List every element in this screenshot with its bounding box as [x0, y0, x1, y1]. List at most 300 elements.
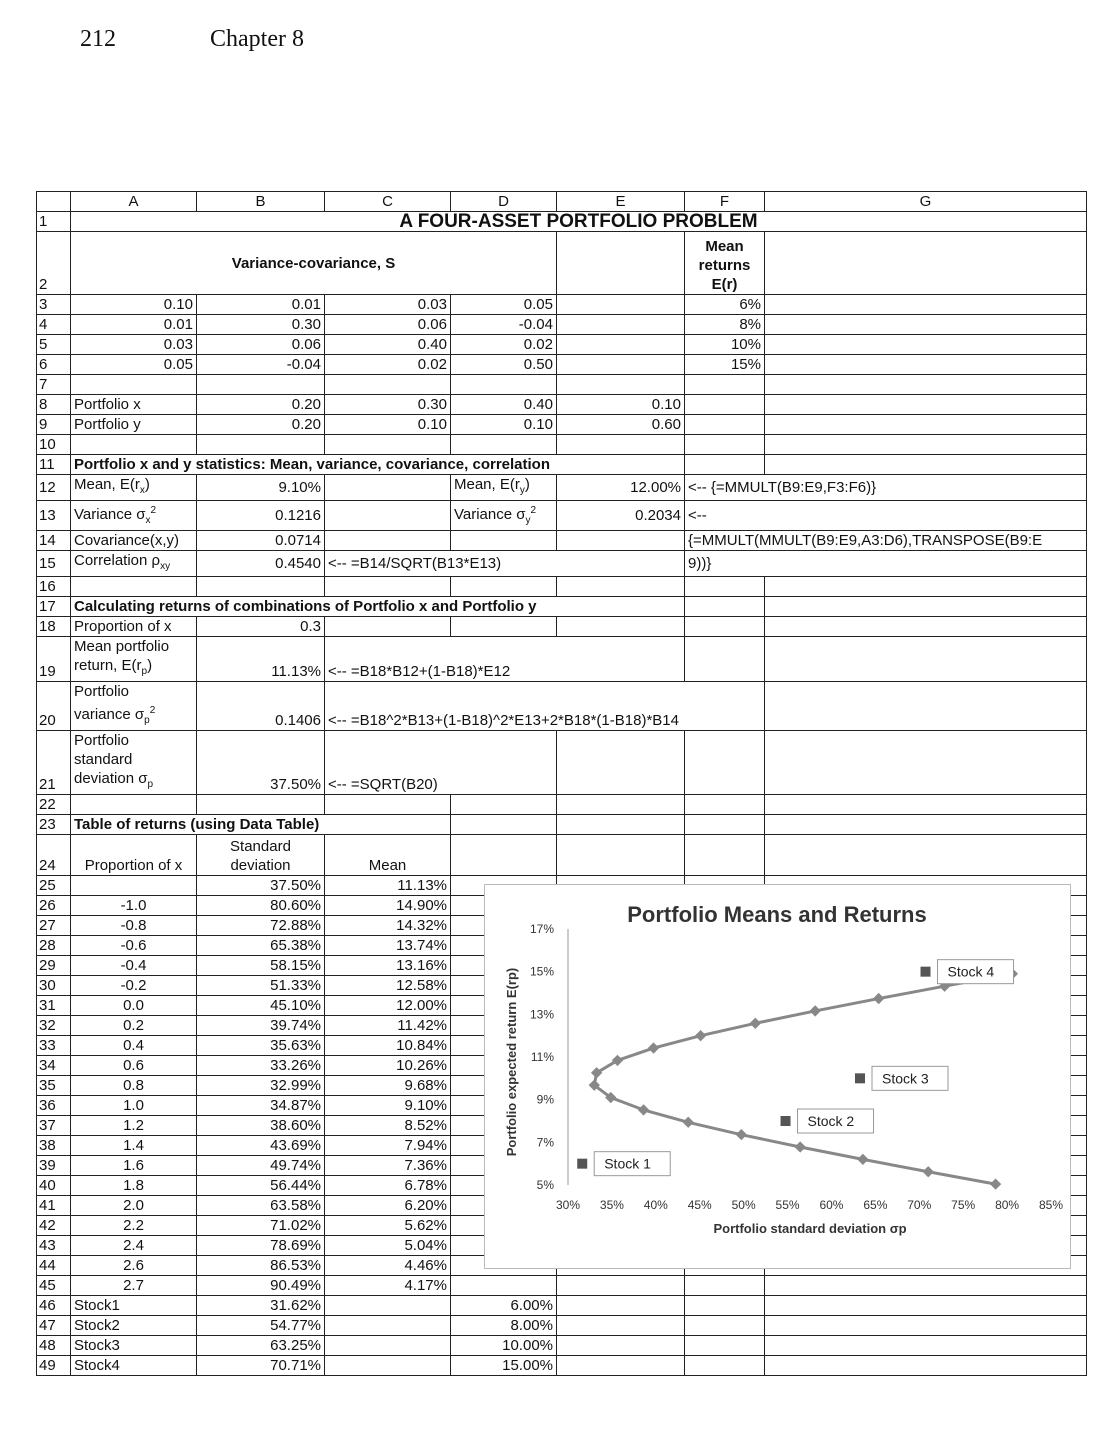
cell[interactable]: 32.99%: [197, 1076, 325, 1096]
frontier-chart[interactable]: [484, 884, 1071, 1269]
cell[interactable]: 7.36%: [325, 1156, 451, 1176]
vc-label[interactable]: Variance-covariance, S: [71, 232, 557, 295]
frontier-point: [795, 1141, 806, 1152]
frontier-point: [695, 1030, 706, 1041]
row-number: 41: [37, 1196, 71, 1216]
cell[interactable]: 0.06: [325, 315, 451, 335]
cell[interactable]: 0.8: [71, 1076, 197, 1096]
cell[interactable]: 11.13%: [325, 876, 451, 896]
row-number: 5: [37, 335, 71, 355]
cell[interactable]: -1.0: [71, 896, 197, 916]
cell[interactable]: 10%: [685, 335, 765, 355]
cell[interactable]: [325, 577, 451, 597]
cell[interactable]: [765, 1336, 1087, 1356]
cell[interactable]: [325, 435, 451, 455]
row-number: 43: [37, 1236, 71, 1256]
cell[interactable]: [451, 815, 557, 835]
var-y-label[interactable]: Variance $\sigma_y^2$: [451, 501, 557, 531]
cell[interactable]: [451, 795, 557, 815]
cell[interactable]: 4.46%: [325, 1256, 451, 1276]
cell[interactable]: 6.20%: [325, 1196, 451, 1216]
cell[interactable]: [325, 375, 451, 395]
cell[interactable]: 86.53%: [197, 1256, 325, 1276]
cell[interactable]: 39.74%: [197, 1016, 325, 1036]
col-header-d[interactable]: D: [451, 192, 557, 212]
cell[interactable]: [765, 835, 1087, 876]
cell[interactable]: [557, 617, 685, 637]
cell[interactable]: 1.2: [71, 1116, 197, 1136]
cell[interactable]: 6%: [685, 295, 765, 315]
cell[interactable]: 9.10%: [197, 475, 325, 501]
cell[interactable]: [685, 1276, 765, 1296]
cell[interactable]: [451, 375, 557, 395]
cell[interactable]: [557, 375, 685, 395]
text: Standard: [230, 838, 291, 855]
port-sd-label[interactable]: Portfolio standard deviation $\sigma_p$: [71, 731, 197, 795]
cell[interactable]: [685, 637, 765, 682]
col-header-a[interactable]: A: [71, 192, 197, 212]
cell[interactable]: -0.2: [71, 976, 197, 996]
cell[interactable]: [451, 1276, 557, 1296]
corr-label[interactable]: Correlation $\rho_{xy}$: [71, 551, 197, 577]
stock-label: Stock 3: [881, 1070, 929, 1087]
cell[interactable]: 8.00%: [451, 1316, 557, 1336]
cell[interactable]: 54.77%: [197, 1316, 325, 1336]
cell[interactable]: 0.20: [197, 415, 325, 435]
stock-row: [37, 1316, 1087, 1336]
cell[interactable]: [557, 731, 685, 795]
cell[interactable]: 14.32%: [325, 916, 451, 936]
cell[interactable]: -0.8: [71, 916, 197, 936]
cov-label[interactable]: Covariance(x,y): [71, 531, 197, 551]
cell[interactable]: 65.38%: [197, 936, 325, 956]
row-number: 31: [37, 996, 71, 1016]
col-header-g[interactable]: G: [765, 192, 1087, 212]
cell[interactable]: [325, 531, 451, 551]
cell[interactable]: 37.50%: [197, 876, 325, 896]
cell[interactable]: 80.60%: [197, 896, 325, 916]
frontier-point: [810, 1005, 821, 1016]
cell[interactable]: 63.25%: [197, 1336, 325, 1356]
cell[interactable]: 72.88%: [197, 916, 325, 936]
cell[interactable]: [557, 531, 685, 551]
cell[interactable]: [197, 577, 325, 597]
cell[interactable]: [765, 577, 1087, 597]
cell[interactable]: [325, 475, 451, 501]
cell[interactable]: 0.30: [197, 315, 325, 335]
cell[interactable]: [765, 637, 1087, 682]
row-number: 40: [37, 1176, 71, 1196]
cell[interactable]: [557, 232, 685, 295]
cell[interactable]: Proportion of x: [71, 617, 197, 637]
cell[interactable]: [765, 731, 1087, 795]
table-header-sd[interactable]: [197, 835, 325, 876]
port-var-label[interactable]: Portfolio variance $\sigma_p^2$: [71, 682, 197, 731]
y-axis-label: Portfolio expected return E(rp): [504, 967, 519, 1157]
text: returns: [698, 257, 751, 274]
cell[interactable]: 0.4540: [197, 551, 325, 577]
col-header-e[interactable]: E: [557, 192, 685, 212]
frontier-point: [638, 1104, 649, 1115]
cell[interactable]: -0.04: [197, 355, 325, 375]
cell[interactable]: [685, 1336, 765, 1356]
cell[interactable]: 0.20: [197, 395, 325, 415]
cell[interactable]: [557, 1296, 685, 1316]
stock-marker: [577, 1159, 587, 1169]
x-tick-label: 80%: [995, 1198, 1020, 1212]
cell[interactable]: 0.05: [451, 295, 557, 315]
cell[interactable]: [197, 795, 325, 815]
mean-y-label[interactable]: Mean, $E(r_y)$: [451, 475, 557, 501]
mean-returns-header[interactable]: [685, 232, 765, 295]
cell[interactable]: [557, 335, 685, 355]
cell[interactable]: 0.6: [71, 1056, 197, 1076]
cell[interactable]: 5.62%: [325, 1216, 451, 1236]
cell[interactable]: [765, 815, 1087, 835]
row-number: 10: [37, 435, 71, 455]
cell[interactable]: 13.74%: [325, 936, 451, 956]
corner-cell[interactable]: [37, 192, 71, 212]
cell[interactable]: 6.00%: [451, 1296, 557, 1316]
cell[interactable]: [685, 1316, 765, 1336]
cell[interactable]: 0.01: [71, 315, 197, 335]
cell[interactable]: Stock1: [71, 1296, 197, 1316]
x-tick-label: 60%: [819, 1198, 844, 1212]
cell[interactable]: <-- =B18^2*B13+(1-B18)^2*E13+2*B18*(1-B18)*B14: [325, 682, 765, 731]
cell[interactable]: 10.26%: [325, 1056, 451, 1076]
cell[interactable]: [71, 577, 197, 597]
cell[interactable]: 70.71%: [197, 1356, 325, 1376]
row-number: 38: [37, 1136, 71, 1156]
text: E(r): [711, 276, 738, 293]
cell[interactable]: 4.17%: [325, 1276, 451, 1296]
cell[interactable]: 33.26%: [197, 1056, 325, 1076]
cell[interactable]: 0.50: [451, 355, 557, 375]
text: Portfolio: [74, 732, 130, 749]
cell[interactable]: 8%: [685, 315, 765, 335]
cell[interactable]: 6.78%: [325, 1176, 451, 1196]
cell[interactable]: 11.42%: [325, 1016, 451, 1036]
cell[interactable]: [765, 232, 1087, 295]
cell[interactable]: [557, 1336, 685, 1356]
cell[interactable]: 15%: [685, 355, 765, 375]
stock-label: Stock 1: [604, 1155, 651, 1172]
cell[interactable]: 0.40: [451, 395, 557, 415]
cell[interactable]: [765, 355, 1087, 375]
cell[interactable]: 63.58%: [197, 1196, 325, 1216]
cell[interactable]: Portfolio x: [71, 395, 197, 415]
cell[interactable]: 7.94%: [325, 1136, 451, 1156]
cell[interactable]: 0.2: [71, 1016, 197, 1036]
cell[interactable]: <--: [685, 501, 1087, 531]
cell[interactable]: [557, 815, 685, 835]
cell[interactable]: [557, 1356, 685, 1376]
cell[interactable]: [765, 295, 1087, 315]
chart-svg: [485, 885, 1070, 1268]
cell[interactable]: [685, 1296, 765, 1316]
cell[interactable]: 1.6: [71, 1156, 197, 1176]
cell[interactable]: 0.01: [197, 295, 325, 315]
row-number: 20: [37, 682, 71, 731]
mean-x-label[interactable]: Mean, $E(r_x)$: [71, 475, 197, 501]
cell[interactable]: 0.1216: [197, 501, 325, 531]
row-number: 4: [37, 315, 71, 335]
cell[interactable]: [765, 1316, 1087, 1336]
chart-title: Portfolio Means and Returns: [627, 902, 927, 927]
cell[interactable]: 2.7: [71, 1276, 197, 1296]
table-row: [37, 1276, 1087, 1296]
frontier-point: [736, 1129, 747, 1140]
cell[interactable]: 10.00%: [451, 1336, 557, 1356]
cell[interactable]: 0.02: [325, 355, 451, 375]
cell[interactable]: [685, 375, 765, 395]
proportion-input[interactable]: 0.3: [197, 617, 325, 637]
cell[interactable]: [325, 617, 451, 637]
cell[interactable]: 0.30: [325, 395, 451, 415]
cell[interactable]: 0.0714: [197, 531, 325, 551]
column-header-row: [37, 192, 1087, 212]
cell[interactable]: 0.4: [71, 1036, 197, 1056]
cell[interactable]: [557, 315, 685, 335]
cell[interactable]: 12.58%: [325, 976, 451, 996]
cell[interactable]: [685, 455, 765, 475]
frontier-point: [750, 1018, 761, 1029]
cell[interactable]: [685, 415, 765, 435]
cell[interactable]: Stock4: [71, 1356, 197, 1376]
cell[interactable]: [557, 1316, 685, 1336]
cell[interactable]: [765, 1276, 1087, 1296]
cell[interactable]: 2.4: [71, 1236, 197, 1256]
x-axis-label: Portfolio standard deviation σp: [713, 1221, 907, 1236]
cell[interactable]: [765, 455, 1087, 475]
row-number: 19: [37, 637, 71, 682]
cell[interactable]: 2.0: [71, 1196, 197, 1216]
cell[interactable]: [557, 355, 685, 375]
stock-row: [37, 1296, 1087, 1316]
cell[interactable]: [325, 795, 451, 815]
cell[interactable]: 9.68%: [325, 1076, 451, 1096]
cell[interactable]: [451, 531, 557, 551]
cell[interactable]: 8.52%: [325, 1116, 451, 1136]
text: standard: [74, 751, 133, 768]
mmult-cov-formula[interactable]: {=MMULT(MMULT(B9:E9,A3:D6),TRANSPOSE(B9:E: [685, 531, 1087, 551]
cell[interactable]: [557, 435, 685, 455]
cell[interactable]: [685, 435, 765, 455]
table-header-prop[interactable]: Proportion of x: [71, 835, 197, 876]
cell[interactable]: Stock3: [71, 1336, 197, 1356]
row-number: 2: [37, 232, 71, 295]
cell[interactable]: [685, 815, 765, 835]
cell[interactable]: [685, 795, 765, 815]
cell[interactable]: <-- =SQRT(B20): [325, 731, 557, 795]
row-number: 21: [37, 731, 71, 795]
mmult-formula[interactable]: <-- {=MMULT(B9:E9,F3:F6)}: [685, 475, 1087, 501]
cell[interactable]: [451, 435, 557, 455]
cell[interactable]: [685, 617, 765, 637]
row-number: 29: [37, 956, 71, 976]
cell[interactable]: 12.00%: [325, 996, 451, 1016]
cell[interactable]: [765, 335, 1087, 355]
cell[interactable]: 2.2: [71, 1216, 197, 1236]
cell[interactable]: [197, 375, 325, 395]
x-tick-label: 55%: [775, 1198, 800, 1212]
cell[interactable]: 14.90%: [325, 896, 451, 916]
cell[interactable]: 15.00%: [451, 1356, 557, 1376]
cell[interactable]: [765, 597, 1087, 617]
cell[interactable]: [765, 617, 1087, 637]
cell[interactable]: 0.60: [557, 415, 685, 435]
cell[interactable]: [685, 597, 765, 617]
row-number: 8: [37, 395, 71, 415]
text: deviation: [230, 857, 291, 874]
cell[interactable]: 1.4: [71, 1136, 197, 1156]
cell[interactable]: [685, 835, 765, 876]
cell[interactable]: 10.84%: [325, 1036, 451, 1056]
x-tick-label: 40%: [643, 1198, 668, 1212]
stats-heading[interactable]: Portfolio x and y statistics: Mean, variance, covariance, correlation: [71, 455, 685, 475]
cell[interactable]: 51.33%: [197, 976, 325, 996]
cell[interactable]: [325, 1316, 451, 1336]
cell[interactable]: [325, 1296, 451, 1316]
row-number: 32: [37, 1016, 71, 1036]
cell[interactable]: 58.15%: [197, 956, 325, 976]
cell[interactable]: <-- =B18*B12+(1-B18)*E12: [325, 637, 685, 682]
row-number: 33: [37, 1036, 71, 1056]
cell[interactable]: 1.8: [71, 1176, 197, 1196]
cell[interactable]: 0.1406: [197, 682, 325, 731]
mean-portfolio-label[interactable]: Mean portfolio return, $E(r_p)$: [71, 637, 197, 682]
row-number: 13: [37, 501, 71, 531]
cell[interactable]: 2.6: [71, 1256, 197, 1276]
table-heading[interactable]: Table of returns (using Data Table): [71, 815, 451, 835]
cell[interactable]: [325, 501, 451, 531]
cell[interactable]: 45.10%: [197, 996, 325, 1016]
cell[interactable]: 0.03: [71, 335, 197, 355]
cell[interactable]: [685, 395, 765, 415]
cell[interactable]: 0.03: [325, 295, 451, 315]
col-header-c[interactable]: C: [325, 192, 451, 212]
cell[interactable]: 35.63%: [197, 1036, 325, 1056]
cell[interactable]: 43.69%: [197, 1136, 325, 1156]
x-tick-label: 45%: [687, 1198, 712, 1212]
cell[interactable]: [451, 835, 557, 876]
stock-marker: [781, 1116, 791, 1126]
cell[interactable]: 34.87%: [197, 1096, 325, 1116]
cell[interactable]: 90.49%: [197, 1276, 325, 1296]
cell[interactable]: 11.13%: [197, 637, 325, 682]
cell[interactable]: 0.02: [451, 335, 557, 355]
cell[interactable]: [685, 1356, 765, 1376]
stock-row: [37, 1336, 1087, 1356]
cell[interactable]: [557, 1276, 685, 1296]
cell[interactable]: [765, 415, 1087, 435]
cell[interactable]: 49.74%: [197, 1156, 325, 1176]
cell[interactable]: [765, 435, 1087, 455]
cell[interactable]: [765, 395, 1087, 415]
sheet-title[interactable]: A FOUR-ASSET PORTFOLIO PROBLEM: [71, 212, 1087, 232]
cell[interactable]: 1.0: [71, 1096, 197, 1116]
cell[interactable]: 0.10: [557, 395, 685, 415]
cell[interactable]: [765, 682, 1087, 731]
cell[interactable]: 0.06: [197, 335, 325, 355]
cell[interactable]: 9.10%: [325, 1096, 451, 1116]
cell[interactable]: [71, 375, 197, 395]
cell[interactable]: [451, 577, 557, 597]
cell[interactable]: 0.10: [325, 415, 451, 435]
cell[interactable]: 78.69%: [197, 1236, 325, 1256]
table-header-mean[interactable]: Mean: [325, 835, 451, 876]
cell[interactable]: 31.62%: [197, 1296, 325, 1316]
cell[interactable]: [325, 1356, 451, 1376]
cell[interactable]: [71, 876, 197, 896]
cell[interactable]: -0.4: [71, 956, 197, 976]
cell[interactable]: 0.10: [451, 415, 557, 435]
cell[interactable]: 37.50%: [197, 731, 325, 795]
cell[interactable]: 0.2034: [557, 501, 685, 531]
cell[interactable]: [685, 731, 765, 795]
calc-heading[interactable]: Calculating returns of combinations of Portfolio x and Portfolio y: [71, 597, 685, 617]
cell[interactable]: 0.40: [325, 335, 451, 355]
cell[interactable]: [557, 835, 685, 876]
col-header-f[interactable]: F: [685, 192, 765, 212]
cell[interactable]: 12.00%: [557, 475, 685, 501]
cell[interactable]: 0.10: [71, 295, 197, 315]
cell[interactable]: 71.02%: [197, 1216, 325, 1236]
cell[interactable]: 56.44%: [197, 1176, 325, 1196]
cell[interactable]: -0.6: [71, 936, 197, 956]
stock-marker: [855, 1073, 865, 1083]
cell[interactable]: [197, 435, 325, 455]
cell[interactable]: 38.60%: [197, 1116, 325, 1136]
cell[interactable]: -0.04: [451, 315, 557, 335]
chapter-title: Chapter 8: [210, 26, 304, 52]
y-tick-label: 9%: [536, 1092, 554, 1107]
cell[interactable]: [325, 1336, 451, 1356]
var-x-label[interactable]: Variance $\sigma_x^2$: [71, 501, 197, 531]
cell[interactable]: 9))}: [685, 551, 1087, 577]
cell[interactable]: Stock2: [71, 1316, 197, 1336]
row-number: 44: [37, 1256, 71, 1276]
frontier-point: [873, 993, 884, 1004]
row-number: 15: [37, 551, 71, 577]
col-header-b[interactable]: B: [197, 192, 325, 212]
cell[interactable]: [685, 577, 765, 597]
cell[interactable]: 13.16%: [325, 956, 451, 976]
cell[interactable]: 0.05: [71, 355, 197, 375]
row-number: 45: [37, 1276, 71, 1296]
cell[interactable]: Portfolio y: [71, 415, 197, 435]
row-number: 28: [37, 936, 71, 956]
cell[interactable]: [765, 795, 1087, 815]
cell[interactable]: [765, 1356, 1087, 1376]
cell[interactable]: [451, 617, 557, 637]
cell[interactable]: [71, 795, 197, 815]
cell[interactable]: 0.0: [71, 996, 197, 1016]
cell[interactable]: [557, 795, 685, 815]
corr-formula[interactable]: <-- =B14/SQRT(B13*E13): [325, 551, 685, 577]
x-tick-label: 70%: [907, 1198, 932, 1212]
cell[interactable]: [765, 375, 1087, 395]
cell[interactable]: [557, 577, 685, 597]
cell[interactable]: [765, 315, 1087, 335]
row-number: 30: [37, 976, 71, 996]
cell[interactable]: 5.04%: [325, 1236, 451, 1256]
cell[interactable]: [557, 295, 685, 315]
y-tick-label: 11%: [530, 1050, 554, 1064]
row-number: 7: [37, 375, 71, 395]
cell[interactable]: [765, 1296, 1087, 1316]
cell[interactable]: [71, 435, 197, 455]
